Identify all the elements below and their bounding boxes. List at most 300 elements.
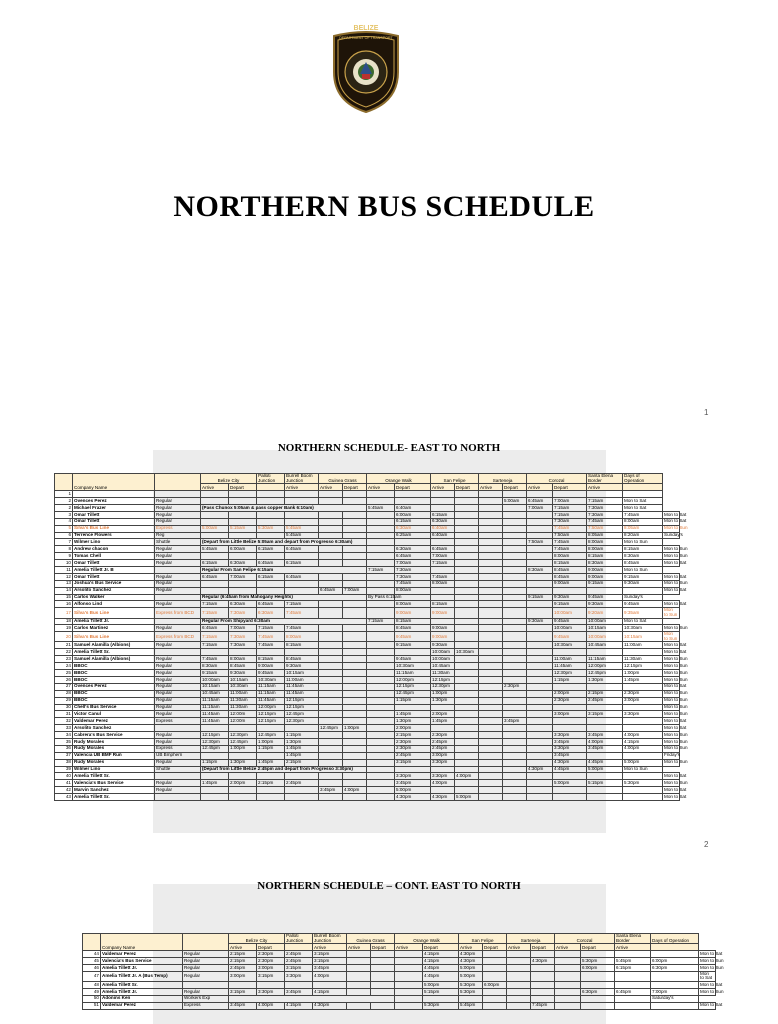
time-cell: 9:00am xyxy=(431,608,455,618)
header-depart: Depart xyxy=(229,484,257,491)
company-name: Amelia Tillett Sr. xyxy=(73,773,155,780)
row-number: 41 xyxy=(55,780,73,787)
time-cell xyxy=(503,780,527,787)
days-of-operation: 9:35am xyxy=(623,608,663,618)
time-cell: 9:30am xyxy=(431,642,455,649)
service-type: Regular xyxy=(155,511,201,518)
company-name: BBOC xyxy=(73,697,155,704)
company-name: Adonins Ken xyxy=(101,995,183,1002)
time-cell: 2:30pm xyxy=(257,951,285,958)
time-cell xyxy=(531,988,555,995)
table-row xyxy=(55,766,680,773)
time-cell xyxy=(527,711,553,718)
time-cell xyxy=(555,951,581,958)
time-cell xyxy=(395,491,431,498)
time-cell xyxy=(343,690,367,697)
header-arrive: Arrive xyxy=(615,944,651,951)
header-depart: Depart xyxy=(553,484,587,491)
time-cell: 4:30pm xyxy=(553,759,587,766)
time-cell xyxy=(503,794,527,801)
header-number xyxy=(55,474,73,491)
time-cell xyxy=(367,608,395,618)
row-number: 26 xyxy=(55,676,73,683)
time-cell xyxy=(527,553,553,560)
service-type: Workers Exp xyxy=(183,995,229,1002)
time-cell: 9:00am xyxy=(431,632,455,642)
time-cell xyxy=(201,580,229,587)
days-of-operation xyxy=(623,491,663,498)
time-cell: Mon to Sat xyxy=(664,724,687,730)
time-cell: 6:30am xyxy=(229,601,257,608)
days-of-operation: 1:00pm xyxy=(623,670,663,677)
time-cell xyxy=(343,546,367,553)
time-cell: 11:30am xyxy=(431,670,455,677)
time-cell: 7:45am xyxy=(553,539,587,546)
time-cell xyxy=(479,704,503,711)
time-cell: 7:45am xyxy=(431,573,455,580)
time-cell xyxy=(367,491,395,498)
time-cell xyxy=(319,732,343,739)
time-cell xyxy=(371,988,395,995)
time-cell xyxy=(395,964,423,971)
time-cell xyxy=(455,725,479,732)
time-cell: 6:15am xyxy=(201,560,229,567)
time-cell xyxy=(527,683,553,690)
time-cell: 7:30am xyxy=(229,632,257,642)
table-row xyxy=(55,546,680,553)
time-cell xyxy=(343,745,367,752)
days-of-operation: 8:20am xyxy=(623,532,663,539)
time-cell xyxy=(285,773,319,780)
time-cell: 7:45am xyxy=(285,625,319,632)
time-cell: 12:30pm xyxy=(201,738,229,745)
time-cell: 9:15am xyxy=(201,670,229,677)
time-cell: Mon to Sun xyxy=(664,625,688,631)
service-type: Regular xyxy=(183,971,229,981)
time-cell: 7:15am xyxy=(201,632,229,642)
time-cell xyxy=(455,676,479,683)
time-cell xyxy=(503,632,527,642)
time-cell xyxy=(483,988,507,995)
time-cell xyxy=(531,995,555,1002)
table-row xyxy=(55,738,680,745)
time-cell xyxy=(479,532,503,539)
time-cell: 10:45am xyxy=(201,690,229,697)
time-cell xyxy=(455,690,479,697)
row-number: 2 xyxy=(55,504,73,511)
time-cell: 1:45pm xyxy=(395,711,431,718)
time-cell: 3:15pm xyxy=(229,988,257,995)
time-cell xyxy=(455,608,479,618)
time-cell xyxy=(257,649,285,656)
time-cell: 1:45pm xyxy=(257,759,285,766)
time-cell: 4:00pm xyxy=(455,773,479,780)
time-cell: 12:30pm xyxy=(431,683,455,690)
time-cell xyxy=(527,511,553,518)
time-cell: 12:45pm xyxy=(285,711,319,718)
time-cell: 11:00am xyxy=(229,690,257,697)
time-cell: 10:00am xyxy=(587,618,623,625)
time-cell: 4:45pm xyxy=(423,971,459,981)
days-of-operation: 12:15pm xyxy=(623,663,663,670)
time-cell xyxy=(503,601,527,608)
service-type xyxy=(155,491,201,498)
company-name: Chell's Bus Service xyxy=(73,704,155,711)
time-cell: 6:45am xyxy=(285,573,319,580)
header-type xyxy=(183,934,229,951)
company-name: Terrence Flowers xyxy=(73,532,155,539)
time-cell: 10:30am xyxy=(395,663,431,670)
schedule-title: NORTHERN SCHEDULE – CONT. EAST TO NORTH xyxy=(257,880,521,892)
row-number: 38 xyxy=(55,759,73,766)
company-name: Omar Tillett xyxy=(73,573,155,580)
time-cell: 8:00am xyxy=(587,539,623,546)
time-cell xyxy=(455,504,479,511)
time-cell xyxy=(395,766,431,773)
time-cell xyxy=(483,964,507,971)
row-number: 17 xyxy=(55,608,73,618)
time-cell: 12:15pm xyxy=(431,676,455,683)
time-cell: 7:45am xyxy=(553,525,587,532)
header-arrive: Arrive xyxy=(431,484,455,491)
time-cell xyxy=(455,625,479,632)
time-cell: Mon to Sun xyxy=(664,662,688,668)
time-cell: Mon to Sun xyxy=(664,545,688,551)
time-cell xyxy=(229,518,257,525)
route-note: Regular (6:45am from Mahogany Heights) xyxy=(201,594,367,601)
time-cell xyxy=(527,697,553,704)
time-cell: 8:30am xyxy=(201,663,229,670)
time-cell: 7:15am xyxy=(367,566,395,573)
table-row xyxy=(55,539,680,546)
time-cell xyxy=(527,491,553,498)
row-number: 36 xyxy=(55,745,73,752)
days-of-operation xyxy=(651,982,699,989)
header-depart: Depart xyxy=(531,944,555,951)
time-cell: Mon to Sun xyxy=(664,552,688,558)
time-cell xyxy=(367,732,395,739)
time-cell: Mon to Sun xyxy=(663,632,680,642)
time-cell: 11:15am xyxy=(587,656,623,663)
time-cell xyxy=(503,752,527,759)
table-row xyxy=(55,498,680,505)
time-cell xyxy=(455,670,479,677)
time-cell: Mon to Sat xyxy=(664,642,687,648)
time-cell: 4:30pm xyxy=(527,766,553,773)
row-number: 46 xyxy=(83,964,101,971)
time-cell xyxy=(527,745,553,752)
time-cell: 6:30am xyxy=(395,525,431,532)
time-cell xyxy=(343,780,367,787)
service-type: Regular xyxy=(155,625,201,632)
time-cell xyxy=(285,553,319,560)
time-cell xyxy=(615,1002,651,1009)
table-row xyxy=(55,711,680,718)
time-cell xyxy=(367,580,395,587)
time-cell xyxy=(367,546,395,553)
time-cell: 2:45pm xyxy=(285,780,319,787)
time-cell xyxy=(319,560,343,567)
header-arrive: Arrive xyxy=(459,944,483,951)
service-type xyxy=(155,773,201,780)
time-cell: 7:00am xyxy=(343,587,367,594)
time-cell: 6:45am xyxy=(201,625,229,632)
row-number: 50 xyxy=(83,995,101,1002)
service-type: Shuttle xyxy=(155,766,201,773)
time-cell xyxy=(455,546,479,553)
time-cell xyxy=(431,787,455,794)
company-name: Andrew chacon xyxy=(73,546,155,553)
time-cell: Mon to Sun xyxy=(700,964,724,970)
time-cell xyxy=(343,683,367,690)
company-name: Wilmer Lino xyxy=(73,539,155,546)
row-number: 44 xyxy=(83,951,101,958)
time-cell: 1:30pm xyxy=(285,738,319,745)
company-name: Amelia Tillett Jr. A (Bus Temp) xyxy=(101,971,183,981)
time-cell xyxy=(479,718,503,725)
row-number: 25 xyxy=(55,670,73,677)
time-cell xyxy=(201,773,229,780)
table-row xyxy=(55,491,680,498)
time-cell: 7:30am xyxy=(553,518,587,525)
time-cell: 9:15am xyxy=(553,601,587,608)
header-company: Company Name xyxy=(73,474,155,491)
time-cell xyxy=(531,971,555,981)
time-cell xyxy=(455,532,479,539)
service-type: Shuttle xyxy=(155,539,201,546)
time-cell: 5:00am xyxy=(201,525,229,532)
time-cell xyxy=(479,642,503,649)
time-cell xyxy=(257,982,285,989)
time-cell: 12:45pm xyxy=(201,745,229,752)
service-type: Regular xyxy=(155,601,201,608)
time-cell xyxy=(555,971,581,981)
row-number: 24 xyxy=(55,663,73,670)
time-cell xyxy=(503,766,527,773)
table-row xyxy=(55,759,680,766)
time-cell: 4:30pm xyxy=(459,958,483,965)
table-row xyxy=(83,988,716,995)
time-cell: 1:30pm xyxy=(431,697,455,704)
time-cell: 11:00am xyxy=(285,676,319,683)
time-cell: 10:45am xyxy=(587,642,623,649)
page-title: NORTHERN BUS SCHEDULE xyxy=(173,190,595,223)
table-row xyxy=(55,566,680,573)
time-cell: 8:15am xyxy=(285,642,319,649)
time-cell xyxy=(479,752,503,759)
time-cell: 7:45am xyxy=(201,656,229,663)
header-corozal: Corozal xyxy=(527,474,587,484)
days-of-operation: 4:00pm xyxy=(623,745,663,752)
time-cell: 1:30pm xyxy=(229,759,257,766)
table-row xyxy=(83,964,716,971)
time-cell: 3:00pm xyxy=(431,752,455,759)
time-cell: 9:20am xyxy=(587,608,623,618)
service-type: Regular xyxy=(155,504,201,511)
time-cell: 2:30pm xyxy=(395,738,431,745)
time-cell xyxy=(395,498,431,505)
time-cell xyxy=(319,546,343,553)
time-cell xyxy=(371,951,395,958)
time-cell xyxy=(479,697,503,704)
table-row xyxy=(55,725,680,732)
time-cell: 8:15am xyxy=(553,560,587,567)
service-type xyxy=(155,566,201,573)
time-cell xyxy=(395,982,423,989)
table-row xyxy=(55,518,680,525)
time-cell xyxy=(581,1002,615,1009)
time-cell xyxy=(229,794,257,801)
time-cell: 6:45am xyxy=(257,601,285,608)
time-cell: 6:15am xyxy=(431,511,455,518)
time-cell: 12:00m xyxy=(229,711,257,718)
time-cell xyxy=(367,573,395,580)
time-cell: 7:30am xyxy=(587,511,623,518)
time-cell: 9:30am xyxy=(553,594,587,601)
time-cell xyxy=(479,491,503,498)
time-cell: 4:00pm xyxy=(431,780,455,787)
schedule-title: NORTHERN SCHEDULE- EAST TO NORTH xyxy=(277,442,501,454)
time-cell: 7:45pm xyxy=(531,1002,555,1009)
time-cell: 1:00pm xyxy=(229,745,257,752)
time-cell xyxy=(367,642,395,649)
time-cell: 2:45pm xyxy=(587,697,623,704)
header-arrive: Arrive xyxy=(367,484,395,491)
company-name: Alfonso Lind xyxy=(73,601,155,608)
time-cell xyxy=(503,711,527,718)
header-arrive: Arrive xyxy=(201,484,229,491)
time-cell xyxy=(527,632,553,642)
time-cell xyxy=(479,560,503,567)
time-cell: Mon to Sun xyxy=(664,738,688,744)
days-of-operation: 2:30pm xyxy=(623,690,663,697)
time-cell xyxy=(285,982,313,989)
time-cell xyxy=(503,553,527,560)
time-cell: 2:45pm xyxy=(229,964,257,971)
time-cell xyxy=(503,546,527,553)
row-number: 30 xyxy=(55,704,73,711)
time-cell xyxy=(479,732,503,739)
table-row xyxy=(55,683,680,690)
time-cell xyxy=(615,982,651,989)
time-cell xyxy=(527,649,553,656)
header-corozal: Corozal xyxy=(555,934,615,944)
time-cell: 2:00pm xyxy=(553,690,587,697)
time-cell: 7:15am xyxy=(553,504,587,511)
time-cell xyxy=(343,498,367,505)
time-cell xyxy=(527,676,553,683)
company-name: Omar Tillett xyxy=(73,560,155,567)
time-cell: 2:15pm xyxy=(395,732,431,739)
company-name: Arsolito Sanchez xyxy=(73,725,155,732)
time-cell: 7:15am xyxy=(201,601,229,608)
header-depart: Depart xyxy=(581,944,615,951)
time-cell: 3:00pm xyxy=(229,971,257,981)
table-row xyxy=(83,971,716,981)
time-cell xyxy=(479,663,503,670)
time-cell xyxy=(257,773,285,780)
time-cell: 6:30am xyxy=(257,608,285,618)
time-cell: 11:45am xyxy=(285,690,319,697)
days-of-operation xyxy=(623,587,663,594)
time-cell: 6:00pm xyxy=(483,982,507,989)
time-cell xyxy=(285,725,319,732)
time-cell: 12:45pm xyxy=(319,725,343,732)
time-cell xyxy=(257,498,285,505)
time-cell xyxy=(319,511,343,518)
time-cell: 1:15pm xyxy=(395,697,431,704)
time-cell: 1:15pm xyxy=(201,759,229,766)
time-cell xyxy=(503,566,527,573)
service-type: Regular xyxy=(155,573,201,580)
days-of-operation xyxy=(651,1002,699,1009)
time-cell: 12:00pm xyxy=(395,676,431,683)
time-cell xyxy=(503,625,527,632)
company-name: Ovences Perez xyxy=(73,498,155,505)
days-of-operation: 4:00pm xyxy=(623,732,663,739)
page-number: 1 xyxy=(704,408,709,417)
time-cell xyxy=(257,725,285,732)
days-of-operation xyxy=(623,649,663,656)
time-cell xyxy=(527,704,553,711)
time-cell: 12:45pm xyxy=(257,732,285,739)
time-cell xyxy=(343,773,367,780)
row-number: 47 xyxy=(83,971,101,981)
time-cell: 6:45am xyxy=(395,553,431,560)
time-cell xyxy=(319,532,343,539)
time-cell: 8:30am xyxy=(527,566,553,573)
time-cell xyxy=(503,560,527,567)
header-san-felipe: San Felipe xyxy=(431,474,479,484)
time-cell xyxy=(479,594,503,601)
service-type: Express xyxy=(155,745,201,752)
time-cell: 7:45am xyxy=(257,642,285,649)
time-cell xyxy=(479,711,503,718)
time-cell: 2:30pm xyxy=(257,958,285,965)
time-cell: 5:45am xyxy=(201,546,229,553)
days-of-operation: 4:15pm xyxy=(623,738,663,745)
days-of-operation: Sunday's xyxy=(623,594,663,601)
time-cell xyxy=(553,794,587,801)
time-cell xyxy=(343,663,367,670)
time-cell: 8:15am xyxy=(431,601,455,608)
table-row xyxy=(83,958,716,965)
time-cell: 4:30pm xyxy=(531,958,555,965)
service-type: Regular xyxy=(155,711,201,718)
time-cell xyxy=(347,971,371,981)
time-cell: 12:15pm xyxy=(201,732,229,739)
row-number: 51 xyxy=(83,1002,101,1009)
time-cell: 6:40am xyxy=(395,504,431,511)
time-cell xyxy=(479,625,503,632)
time-cell xyxy=(507,958,531,965)
table-row xyxy=(55,594,680,601)
days-of-operation: 8:15am xyxy=(623,546,663,553)
time-cell xyxy=(229,725,257,732)
time-cell xyxy=(587,725,623,732)
time-cell xyxy=(527,690,553,697)
time-cell xyxy=(479,649,503,656)
time-cell xyxy=(587,704,623,711)
header-arrive: Arrive xyxy=(587,484,623,491)
company-name: Valencia's Bus Service xyxy=(73,780,155,787)
time-cell: 7:50am xyxy=(527,539,553,546)
service-type: Regular xyxy=(155,546,201,553)
header-depart: Depart xyxy=(483,944,507,951)
time-cell xyxy=(201,725,229,732)
time-cell xyxy=(257,491,285,498)
time-cell xyxy=(367,539,395,546)
